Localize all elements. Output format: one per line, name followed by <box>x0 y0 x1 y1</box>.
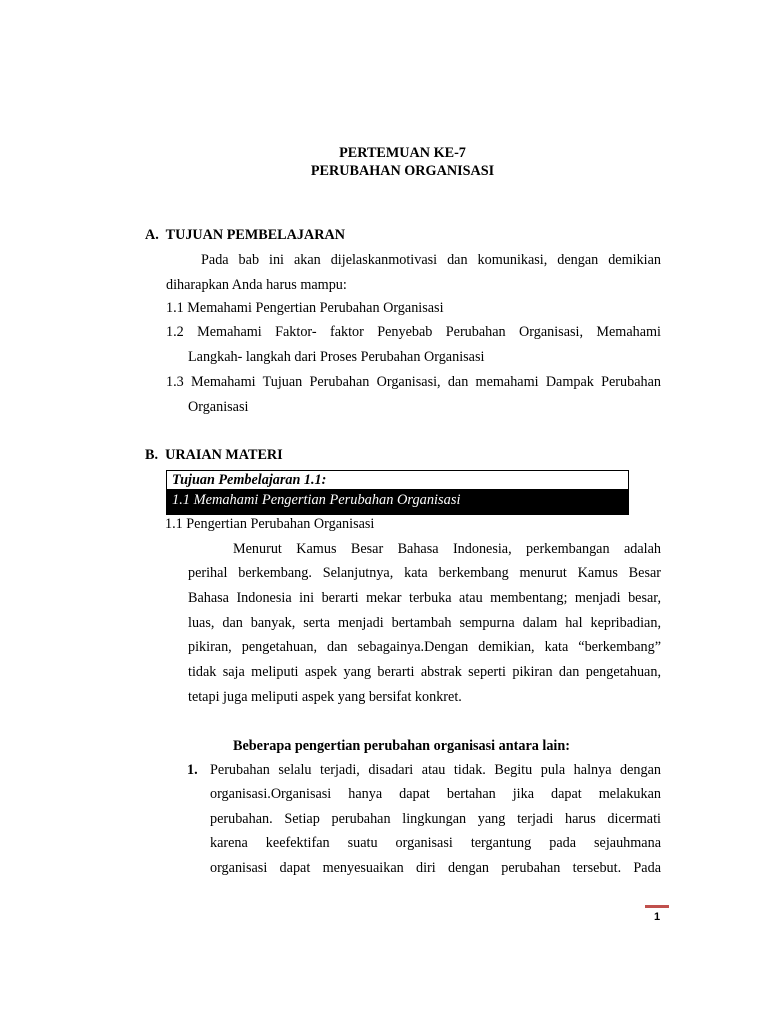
list-item-line: perubahan. Setiap perubahan lingkungan yang terjadi harus dicermati <box>210 811 661 827</box>
list-item-line: karena keefektifan suatu organisasi tergantung pada sejauhmana <box>210 835 661 851</box>
objective-item-3-line2: Organisasi <box>188 399 249 415</box>
objective-item-1: 1.1 Memahami Pengertian Perubahan Organisasi <box>166 300 444 316</box>
list-item-line: organisasi.Organisasi hanya dapat bertahan jika dapat melakukan <box>210 786 661 802</box>
paragraph-line: luas, dan banyak, serta menjadi bertambah sempurna dalam hal kepribadian, <box>188 615 661 631</box>
paragraph-line: Menurut Kamus Besar Bahasa Indonesia, perkembangan adalah <box>233 541 661 557</box>
learning-objective-box-subtitle: 1.1 Memahami Pengertian Perubahan Organisasi <box>167 489 628 514</box>
objective-item-3-line1: 1.3 Memahami Tujuan Perubahan Organisasi, dan memahami Dampak Perubahan <box>166 374 661 390</box>
page-number: 1 <box>653 911 661 923</box>
paragraph-line: Bahasa Indonesia ini berarti mekar terbuka atau membentang; menjadi besar, <box>188 590 661 606</box>
paragraph-line: tidak saja meliputi aspek yang berarti abstrak seperti pikiran dan pengetahuan, <box>188 664 661 680</box>
page-title-line1: PERTEMUAN KE-7 <box>339 145 466 161</box>
learning-objective-box-title: Tujuan Pembelajaran 1.1: <box>172 472 327 488</box>
paragraph-line: pikiran, pengetahuan, dan sebagainya.Dengan demikian, kata “berkembang” <box>188 639 661 655</box>
list-item-line: organisasi dapat menyesuaikan diri dengan perubahan tersebut. Pada <box>210 860 661 876</box>
list-item-line: Perubahan selalu terjadi, disadari atau tidak. Begitu pula halnya dengan <box>210 762 661 778</box>
paragraph-line: perihal berkembang. Selanjutnya, kata berkembang menurut Kamus Besar <box>188 565 661 581</box>
section-a-intro-line2: diharapkan Anda harus mampu: <box>166 277 347 293</box>
section-a-intro-line1: Pada bab ini akan dijelaskanmotivasi dan komunikasi, dengan demikian <box>201 252 661 268</box>
paragraph-line: tetapi juga meliputi aspek yang bersifat konkret. <box>188 689 462 705</box>
objective-item-2-line1: 1.2 Memahami Faktor- faktor Penyebab Perubahan Organisasi, Memahami <box>166 324 661 340</box>
definitions-intro: Beberapa pengertian perubahan organisasi antara lain: <box>233 738 570 754</box>
objective-item-2-line2: Langkah- langkah dari Proses Perubahan Organisasi <box>188 349 485 365</box>
page-number-accent-bar <box>645 905 669 908</box>
section-a-heading: A. TUJUAN PEMBELAJARAN <box>145 227 345 243</box>
list-number: 1. <box>187 762 198 778</box>
learning-objective-box <box>166 470 629 515</box>
subsection-heading: 1.1 Pengertian Perubahan Organisasi <box>165 516 375 532</box>
section-b-heading: B. URAIAN MATERI <box>145 447 283 463</box>
page-title-line2: PERUBAHAN ORGANISASI <box>310 163 495 179</box>
